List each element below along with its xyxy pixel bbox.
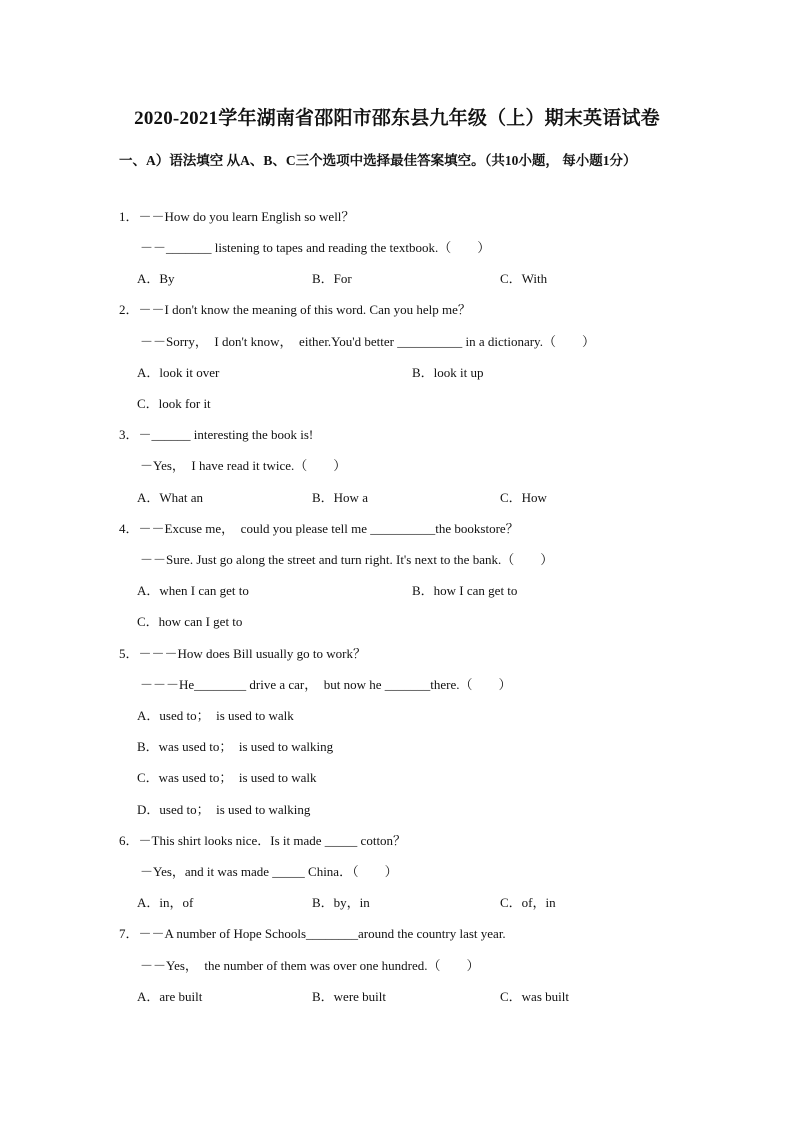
question-4-option-a: A．when I can get to: [137, 583, 249, 598]
question-4-option-c: C．how can I get to: [137, 614, 243, 629]
question-7-option-c: C．was built: [500, 989, 569, 1004]
question-6-option-b: B．by，in: [312, 895, 370, 910]
question-2-response: －－Sorry， I don't know， either.You'd better __________ in a dictionary.（ ）: [140, 334, 595, 349]
question-6-text: 6．－This shirt looks nice．Is it made _____ cotton？: [119, 833, 407, 848]
question-5-option-a: A．used to； is used to walk: [137, 708, 294, 723]
question-7-response: －－Yes， the number of them was over one hundred.（ ）: [140, 958, 480, 973]
question-5-option-c: C．was used to； is used to walk: [137, 770, 317, 785]
question-3-text: 3．－______ interesting the book is!: [119, 427, 314, 442]
question-5-option-b: B．was used to； is used to walking: [137, 739, 334, 754]
question-3-option-c: C．How: [500, 490, 547, 505]
question-4-text: 4．－－Excuse me， could you please tell me __________the bookstore？: [119, 521, 519, 536]
section-heading: 一、A）语法填空 从A、B、C三个选项中选择最佳答案填空。（共10小题， 每小题1分）: [119, 153, 637, 168]
exam-title: 2020-2021学年湖南省邵阳市邵东县九年级（上）期末英语试卷: [134, 108, 660, 129]
question-6-option-c: C．of，in: [500, 895, 556, 910]
question-1-response: －－_______ listening to tapes and reading the textbook.（ ）: [140, 240, 491, 255]
question-7-option-b: B．were built: [312, 989, 387, 1004]
question-1-option-a: A．By: [137, 271, 175, 286]
question-6-option-a: A．in，of: [137, 895, 194, 910]
question-2-option-b: B．look it up: [412, 365, 484, 380]
question-7-option-a: A．are built: [137, 989, 203, 1004]
question-4-option-b: B．how I can get to: [412, 583, 518, 598]
question-6-response: －Yes，and it was made _____ China．（ ）: [140, 864, 398, 879]
question-3-option-b: B．How a: [312, 490, 368, 505]
question-3-option-a: A．What an: [137, 490, 204, 505]
question-1-text: 1．－－How do you learn English so well？: [119, 209, 355, 224]
question-3-response: －Yes， I have read it twice.（ ）: [140, 458, 347, 473]
question-5-response: －－－He________ drive a car， but now he _______there.（ ）: [140, 677, 512, 692]
question-2-option-c: C．look for it: [137, 396, 211, 411]
question-2-option-a: A．look it over: [137, 365, 220, 380]
question-5-text: 5．－－－How does Bill usually go to work？: [119, 646, 366, 661]
question-2-text: 2．－－I don't know the meaning of this word. Can you help me？: [119, 302, 471, 317]
question-4-response: －－Sure. Just go along the street and turn right. It's next to the bank.（ ）: [140, 552, 554, 567]
question-1-option-b: B．For: [312, 271, 352, 286]
question-5-option-d: D．used to； is used to walking: [137, 802, 311, 817]
question-7-text: 7．－－A number of Hope Schools________around the country last year.: [119, 926, 506, 941]
question-1-option-c: C．With: [500, 271, 548, 286]
